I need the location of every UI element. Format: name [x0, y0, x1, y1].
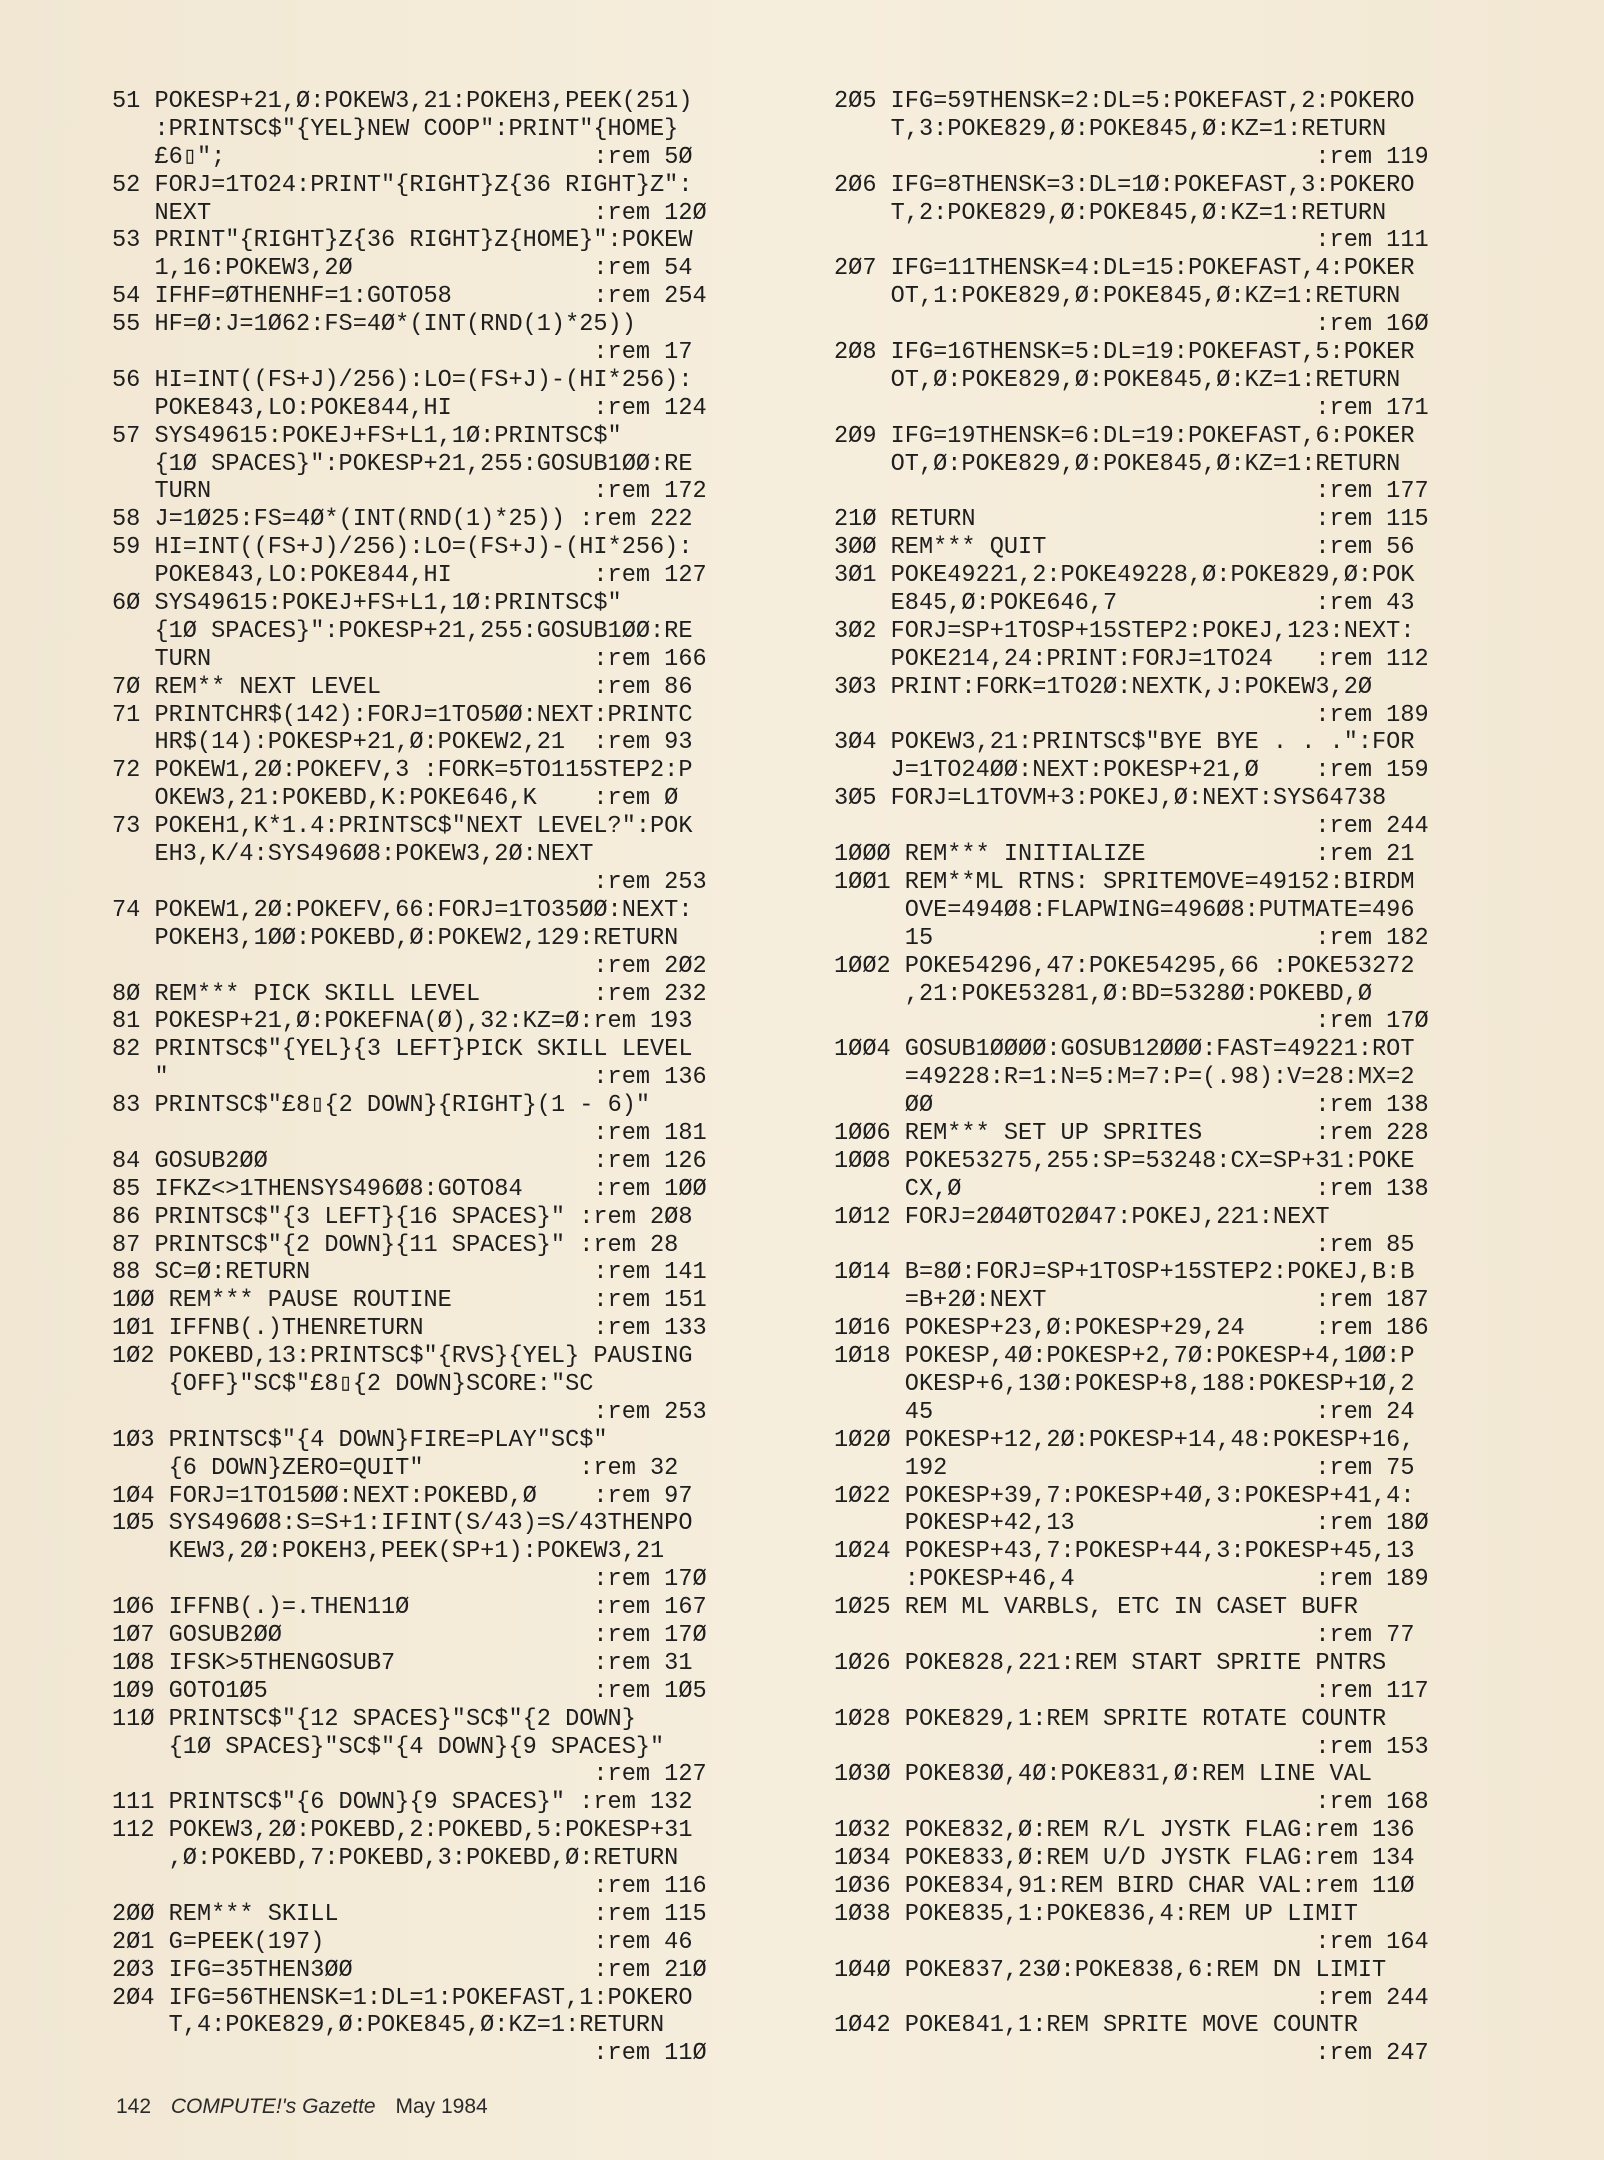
code-line: 1Ø36 POKE834,91:REM BIRD CHAR VAL:rem 11Ø	[834, 1873, 1415, 1900]
code-line: CX,Ø :rem 138	[834, 1175, 1429, 1203]
code-line: T,4:POKE829,Ø:POKE845,Ø:KZ=1:RETURN	[112, 2012, 665, 2040]
code-line: OT,Ø:POKE829,Ø:POKE845,Ø:KZ=1:RETURN	[834, 366, 1401, 394]
code-line: 111 PRINTSC$"{6 DOWN}{9 SPACES}" :rem 132	[112, 1789, 693, 1817]
issue-date: May 1984	[395, 2095, 488, 2118]
code-line: 1ØØ1 REM**ML RTNS: SPRITEMOVE=49152:BIRDM	[834, 868, 1415, 896]
code-line: 1Ø26 POKE828,221:REM START SPRITE PNTRS	[834, 1649, 1387, 1677]
code-line: HR$(14):POKESP+21,Ø:POKEW2,21 :rem 93	[112, 729, 693, 757]
code-line: 8Ø REM*** PICK SKILL LEVEL :rem 232	[112, 980, 707, 1008]
code-line: :rem 17Ø	[112, 1566, 707, 1594]
code-line: 85 IFKZ<>1THENSYS496Ø8:GOTO84 :rem 1ØØ	[112, 1175, 707, 1203]
code-line: :PRINTSC$"{YEL}NEW COOP":PRINT"{HOME}	[112, 115, 679, 143]
page-footer	[116, 2095, 488, 2119]
code-line: :rem 253	[112, 1398, 707, 1426]
code-line: =B+2Ø:NEXT :rem 187	[834, 1287, 1429, 1315]
code-line: 51 POKESP+21,Ø:POKEW3,21:POKEH3,PEEK(251)	[112, 88, 693, 115]
code-line: 1Ø28 POKE829,1:REM SPRITE ROTATE COUNTR	[834, 1705, 1387, 1733]
code-line: :rem 189	[834, 701, 1429, 729]
code-line: 88 SC=Ø:RETURN :rem 141	[112, 1259, 707, 1287]
code-line: :rem 168	[834, 1789, 1429, 1817]
code-line: 1Ø4 FORJ=1TO15ØØ:NEXT:POKEBD,Ø :rem 97	[112, 1482, 693, 1510]
code-line: 1Ø16 POKESP+23,Ø:POKESP+29,24 :rem 186	[834, 1315, 1429, 1343]
code-line: 1Ø2 POKEBD,13:PRINTSC$"{RVS}{YEL} PAUSING	[112, 1343, 693, 1371]
page-number: 142	[116, 2095, 152, 2118]
code-line: 15 :rem 182	[834, 924, 1429, 952]
code-line: 2ØØ REM*** SKILL :rem 115	[112, 1900, 707, 1928]
listing-column-left	[112, 88, 802, 2068]
code-line: 45 :rem 24	[834, 1398, 1415, 1426]
code-line: 3Ø3 PRINT:FORK=1TO2Ø:NEXTK,J:POKEW3,2Ø	[834, 673, 1373, 701]
code-line: :rem 253	[112, 868, 707, 896]
code-line: 3Ø2 FORJ=SP+1TOSP+15STEP2:POKEJ,123:NEXT:	[834, 617, 1415, 645]
code-line: TURN :rem 166	[112, 645, 707, 673]
code-line: ØØ :rem 138	[834, 1092, 1429, 1120]
code-line: T,2:POKE829,Ø:POKE845,Ø:KZ=1:RETURN	[834, 199, 1387, 227]
code-line: 71 PRINTCHR$(142):FORJ=1TO5ØØ:NEXT:PRINTC	[112, 701, 693, 729]
code-line: NEXT :rem 12Ø	[112, 199, 707, 227]
code-line: 2Ø1 G=PEEK(197) :rem 46	[112, 1928, 693, 1956]
code-line: 112 POKEW3,2Ø:POKEBD,2:POKEBD,5:POKESP+31	[112, 1817, 693, 1845]
code-line: " :rem 136	[112, 1064, 707, 1092]
code-line: POKE214,24:PRINT:FORJ=1TO24 :rem 112	[834, 645, 1429, 673]
code-line: :rem 117	[834, 1677, 1429, 1705]
code-line: {1Ø SPACES}":POKESP+21,255:GOSUB1ØØ:RE	[112, 450, 693, 478]
code-line: 83 PRINTSC$"£8▯{2 DOWN}{RIGHT}(1 - 6)"	[112, 1092, 651, 1120]
code-line: :rem 111	[834, 227, 1429, 255]
code-line: 59 HI=INT((FS+J)/256):LO=(FS+J)-(HI*256):	[112, 534, 693, 562]
code-line: :rem 177	[834, 478, 1429, 506]
code-line: 1ØØ8 POKE53275,255:SP=53248:CX=SP+31:POKE	[834, 1147, 1415, 1175]
code-line: 2Ø6 IFG=8THENSK=3:DL=1Ø:POKEFAST,3:POKERO	[834, 171, 1415, 199]
code-line: 11Ø PRINTSC$"{12 SPACES}"SC$"{2 DOWN}	[112, 1705, 636, 1733]
code-line: :rem 119	[834, 143, 1429, 171]
code-line: J=1TO24ØØ:NEXT:POKESP+21,Ø :rem 159	[834, 757, 1429, 785]
code-line: :rem 244	[834, 813, 1429, 841]
code-line: {OFF}"SC$"£8▯{2 DOWN}SCORE:"SC	[112, 1370, 594, 1398]
code-line: OT,1:POKE829,Ø:POKE845,Ø:KZ=1:RETURN	[834, 283, 1401, 311]
code-line: 52 FORJ=1TO24:PRINT"{RIGHT}Z{36 RIGHT}Z":	[112, 171, 693, 199]
code-line: 2Ø3 IFG=35THEN3ØØ :rem 21Ø	[112, 1956, 707, 1984]
code-line: 2Ø9 IFG=19THENSK=6:DL=19:POKEFAST,6:POKER	[834, 422, 1415, 450]
code-line: POKESP+42,13 :rem 18Ø	[834, 1510, 1429, 1538]
code-line: 1Ø25 REM ML VARBLS, ETC IN CASET BUFR	[834, 1594, 1358, 1622]
magazine-title: COMPUTE!'s Gazette	[170, 2095, 376, 2118]
code-line: 1Ø32 POKE832,Ø:REM R/L JYSTK FLAG:rem 136	[834, 1817, 1415, 1845]
code-line: 55 HF=Ø:J=1Ø62:FS=4Ø*(INT(RND(1)*25))	[112, 311, 636, 339]
listing-column-right	[834, 88, 1524, 2068]
code-line: :rem 181	[112, 1119, 707, 1147]
code-line: 1Ø14 B=8Ø:FORJ=SP+1TOSP+15STEP2:POKEJ,B:B	[834, 1259, 1415, 1287]
code-line: 1ØØ6 REM*** SET UP SPRITES :rem 228	[834, 1119, 1429, 1147]
code-line: 1Ø34 POKE833,Ø:REM U/D JYSTK FLAG:rem 134	[834, 1845, 1415, 1873]
code-line: TURN :rem 172	[112, 478, 707, 506]
code-line: 1Ø18 POKESP,4Ø:POKESP+2,7Ø:POKESP+4,1ØØ:P	[834, 1343, 1415, 1371]
code-line: 21Ø RETURN :rem 115	[834, 506, 1429, 534]
code-line: 1ØØ REM*** PAUSE ROUTINE :rem 151	[112, 1287, 707, 1315]
code-line: 3Ø1 POKE49221,2:POKE49228,Ø:POKE829,Ø:POK	[834, 562, 1415, 590]
code-line: 1Ø4Ø POKE837,23Ø:POKE838,6:REM DN LIMIT	[834, 1956, 1387, 1984]
code-line: 2Ø7 IFG=11THENSK=4:DL=15:POKEFAST,4:POKER	[834, 255, 1415, 283]
code-line: OVE=494Ø8:FLAPWING=496Ø8:PUTMATE=496	[834, 896, 1415, 924]
code-line: 3Ø4 POKEW3,21:PRINTSC$"BYE BYE . . .":FOR	[834, 729, 1415, 757]
code-line: :rem 11Ø	[112, 2040, 707, 2068]
code-line: :rem 85	[834, 1231, 1415, 1259]
code-line: :rem 244	[834, 1984, 1429, 2012]
code-line: 84 GOSUB2ØØ :rem 126	[112, 1147, 707, 1175]
code-line: 1ØØ4 GOSUB1ØØØØ:GOSUB12ØØØ:FAST=49221:ROT	[834, 1036, 1415, 1064]
code-line: 73 POKEH1,K*1.4:PRINTSC$"NEXT LEVEL?":POK	[112, 813, 693, 841]
code-line: 2Ø4 IFG=56THENSK=1:DL=1:POKEFAST,1:POKERO	[112, 1984, 693, 2012]
code-line: 1Ø1 IFFNB(.)THENRETURN :rem 133	[112, 1315, 707, 1343]
code-line: 1Ø6 IFFNB(.)=.THEN11Ø :rem 167	[112, 1594, 707, 1622]
code-line: {1Ø SPACES}"SC$"{4 DOWN}{9 SPACES}"	[112, 1733, 665, 1761]
code-line: {1Ø SPACES}":POKESP+21,255:GOSUB1ØØ:RE	[112, 617, 693, 645]
code-line: 1Ø24 POKESP+43,7:POKESP+44,3:POKESP+45,13	[834, 1538, 1415, 1566]
code-line: 1ØØØ REM*** INITIALIZE :rem 21	[834, 841, 1415, 869]
code-line: 1Ø2Ø POKESP+12,2Ø:POKESP+14,48:POKESP+16,	[834, 1426, 1415, 1454]
code-line: :rem 116	[112, 1873, 707, 1900]
code-line: 3Ø5 FORJ=L1TOVM+3:POKEJ,Ø:NEXT:SYS64738	[834, 785, 1387, 813]
code-line: 1ØØ2 POKE54296,47:POKE54295,66 :POKE53272	[834, 952, 1415, 980]
code-line: E845,Ø:POKE646,7 :rem 43	[834, 590, 1415, 618]
code-line: 1Ø22 POKESP+39,7:POKESP+4Ø,3:POKESP+41,4:	[834, 1482, 1415, 1510]
code-line: 57 SYS49615:POKEJ+FS+L1,1Ø:PRINTSC$"	[112, 422, 622, 450]
code-line: :rem 247	[834, 2040, 1429, 2068]
code-line: 1Ø12 FORJ=2Ø4ØTO2Ø47:POKEJ,221:NEXT	[834, 1203, 1330, 1231]
code-line: EH3,K/4:SYS496Ø8:POKEW3,2Ø:NEXT	[112, 841, 594, 869]
code-line: 81 POKESP+21,Ø:POKEFNA(Ø),32:KZ=Ø:rem 193	[112, 1008, 693, 1036]
code-line: 2Ø8 IFG=16THENSK=5:DL=19:POKEFAST,5:POKER	[834, 339, 1415, 367]
code-line: 74 POKEW1,2Ø:POKEFV,66:FORJ=1TO35ØØ:NEXT:	[112, 896, 693, 924]
code-line: 1,16:POKEW3,2Ø :rem 54	[112, 255, 693, 283]
code-line: :rem 153	[834, 1733, 1429, 1761]
code-line: 86 PRINTSC$"{3 LEFT}{16 SPACES}" :rem 2Ø8	[112, 1203, 693, 1231]
code-line: :rem 127	[112, 1761, 707, 1789]
code-line: :rem 164	[834, 1928, 1429, 1956]
code-line: 3ØØ REM*** QUIT :rem 56	[834, 534, 1415, 562]
code-line: :rem 16Ø	[834, 311, 1429, 339]
code-line: 1Ø5 SYS496Ø8:S=S+1:IFINT(S/43)=S/43THENPO	[112, 1510, 693, 1538]
code-line: ,Ø:POKEBD,7:POKEBD,3:POKEBD,Ø:RETURN	[112, 1845, 679, 1873]
code-line: 72 POKEW1,2Ø:POKEFV,3 :FORK=5TO115STEP2:P	[112, 757, 693, 785]
code-line: 6Ø SYS49615:POKEJ+FS+L1,1Ø:PRINTSC$"	[112, 590, 622, 618]
code-line: ,21:POKE53281,Ø:BD=5328Ø:POKEBD,Ø	[834, 980, 1373, 1008]
code-line: 1Ø38 POKE835,1:POKE836,4:REM UP LIMIT	[834, 1900, 1358, 1928]
code-line: OT,Ø:POKE829,Ø:POKE845,Ø:KZ=1:RETURN	[834, 450, 1401, 478]
code-line: POKEH3,1ØØ:POKEBD,Ø:POKEW2,129:RETURN	[112, 924, 679, 952]
code-line: OKEW3,21:POKEBD,K:POKE646,K :rem Ø	[112, 785, 679, 813]
code-line: T,3:POKE829,Ø:POKE845,Ø:KZ=1:RETURN	[834, 115, 1387, 143]
code-line: 56 HI=INT((FS+J)/256):LO=(FS+J)-(HI*256):	[112, 366, 693, 394]
code-line: 53 PRINT"{RIGHT}Z{36 RIGHT}Z{HOME}":POKEW	[112, 227, 693, 255]
code-line: =49228:R=1:N=5:M=7:P=(.98):V=28:MX=2	[834, 1064, 1415, 1092]
code-line: 2Ø5 IFG=59THENSK=2:DL=5:POKEFAST,2:POKERO	[834, 88, 1415, 115]
code-line: :rem 171	[834, 394, 1429, 422]
code-line: :rem 2Ø2	[112, 952, 707, 980]
code-line: 1Ø3Ø POKE83Ø,4Ø:POKE831,Ø:REM LINE VAL	[834, 1761, 1373, 1789]
code-line: :POKESP+46,4 :rem 189	[834, 1566, 1429, 1594]
code-line: 192 :rem 75	[834, 1454, 1415, 1482]
code-line: 87 PRINTSC$"{2 DOWN}{11 SPACES}" :rem 28	[112, 1231, 679, 1259]
code-line: :rem 17Ø	[834, 1008, 1429, 1036]
code-line: OKESP+6,13Ø:POKESP+8,188:POKESP+1Ø,2	[834, 1370, 1415, 1398]
code-line: POKE843,LO:POKE844,HI :rem 124	[112, 394, 707, 422]
code-line: KEW3,2Ø:POKEH3,PEEK(SP+1):POKEW3,21	[112, 1538, 665, 1566]
code-line: 54 IFHF=ØTHENHF=1:GOTO58 :rem 254	[112, 283, 707, 311]
code-line: :rem 17	[112, 339, 693, 367]
code-line: 1Ø7 GOSUB2ØØ :rem 17Ø	[112, 1621, 707, 1649]
code-line: 7Ø REM** NEXT LEVEL :rem 86	[112, 673, 693, 701]
code-line: 1Ø3 PRINTSC$"{4 DOWN}FIRE=PLAY"SC$"	[112, 1426, 608, 1454]
code-line: £6▯"; :rem 5Ø	[112, 143, 693, 171]
code-line: 1Ø9 GOTO1Ø5 :rem 1Ø5	[112, 1677, 707, 1705]
code-line: POKE843,LO:POKE844,HI :rem 127	[112, 562, 707, 590]
code-line: 82 PRINTSC$"{YEL}{3 LEFT}PICK SKILL LEVEL	[112, 1036, 693, 1064]
code-line: 58 J=1Ø25:FS=4Ø*(INT(RND(1)*25)) :rem 222	[112, 506, 693, 534]
code-line: 1Ø8 IFSK>5THENGOSUB7 :rem 31	[112, 1649, 693, 1677]
code-line: 1Ø42 POKE841,1:REM SPRITE MOVE COUNTR	[834, 2012, 1358, 2040]
code-line: {6 DOWN}ZERO=QUIT" :rem 32	[112, 1454, 679, 1482]
code-line: :rem 77	[834, 1621, 1415, 1649]
